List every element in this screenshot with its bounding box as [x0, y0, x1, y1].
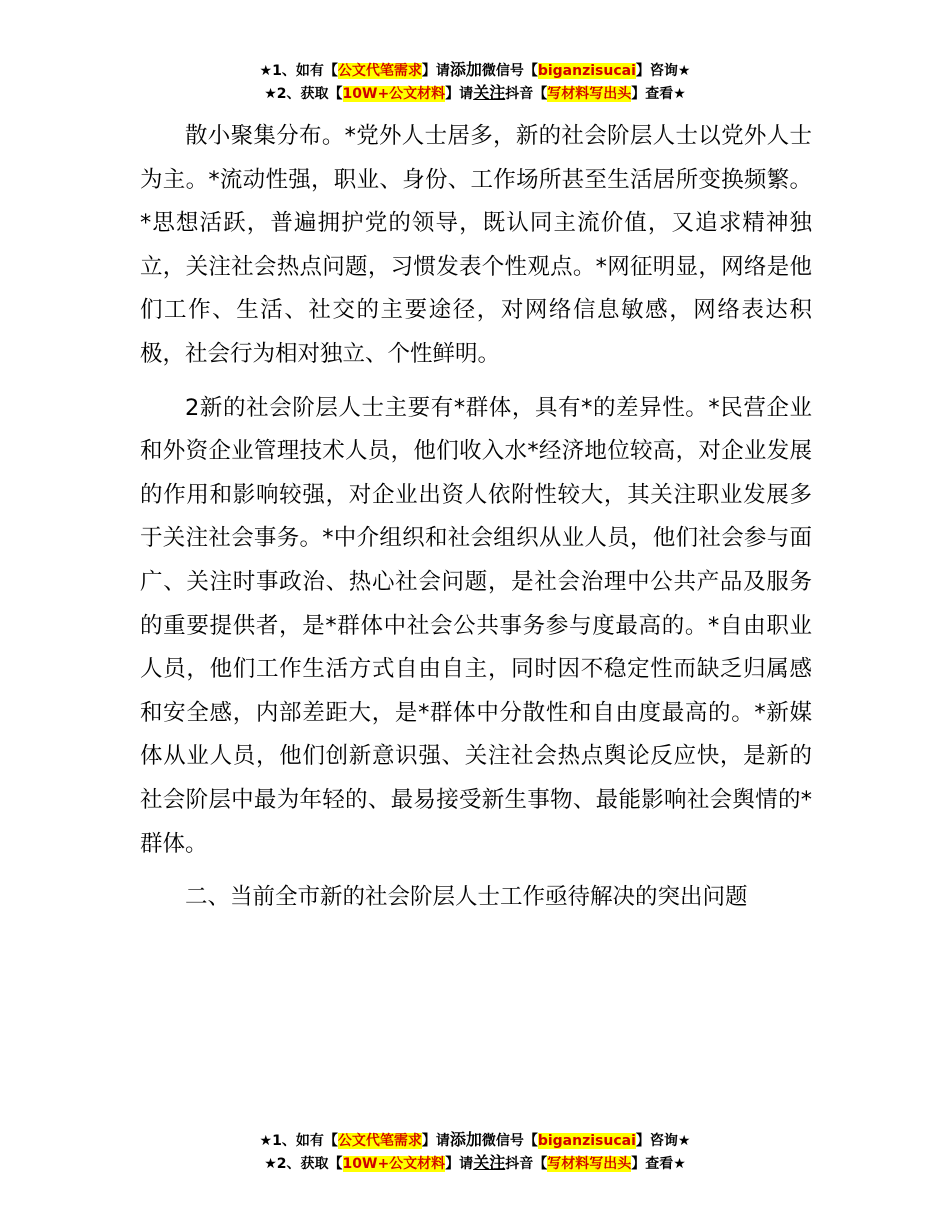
document-body	[140, 115, 812, 920]
banner-text: 】咨询★	[635, 1133, 691, 1149]
emphasis-text: 添加	[449, 1130, 482, 1149]
highlight-text: 10W+公文材料	[342, 86, 446, 102]
footer-banner	[0, 1129, 950, 1175]
paragraph-2: 2新的社会阶层人士主要有*群体，具有*的差异性。*民营企业和外资企业管理技术人员，他们收入水*经济地位较高，对企业发展的作用和影响较强，对企业出资人依附性较大，其关注职业发展多于关注社会事务。*中介组织和社会组织从业人员，他们社会参与面广、关注时事政治、热心社会问题，是社会治理中公共产品及服务的重要提供者，是*群体中社会公共事务参与度最高的。*自由职业人员，他们工作生活方式自由自主，同时因不稳定性而缺乏归属感和安全感，内部差距大，是*群体中分散性和自由度最高的。*新媒体从业人员，他们创新意识强、关注社会热点舆论反应快，是新的社会阶层中最为年轻的、最易接受新生事物、最能影响社会舆情的*群体。	[140, 394, 812, 857]
douyin-account: 写材料写出头	[547, 86, 632, 102]
highlight-text: 公文代笔需求	[337, 1133, 422, 1149]
banner-text: 】请	[445, 1156, 474, 1172]
paragraph-1: 散小聚集分布。*党外人士居多，新的社会阶层人士以党外人士为主。*流动性强，职业、身份、工作场所甚至生活居所变换频繁。*思想活跃，普遍拥护党的领导，既认同主流价值，又追求精神独立，关注社会热点问题，习惯发表个性观点。*网征明显，网络是他们工作、生活、社交的主要途径，对网络信息敏感，网络表达积极，社会行为相对独立、个性鲜明。	[140, 123, 812, 367]
wechat-id: biganzisucai	[537, 1133, 636, 1149]
emphasis-text: 关注	[473, 1153, 506, 1172]
douyin-account: 写材料写出头	[547, 1156, 632, 1172]
emphasis-text: 添加	[449, 60, 482, 79]
emphasis-text: 关注	[473, 83, 506, 102]
banner-text: 抖音【	[505, 86, 548, 102]
banner-text: ★2、获取【	[264, 86, 343, 102]
banner-text: ★2、获取【	[264, 1156, 343, 1172]
banner-line-2	[0, 1152, 950, 1175]
banner-text: 】查看★	[631, 1156, 686, 1172]
banner-line-2	[0, 82, 950, 105]
banner-line-1	[0, 59, 950, 82]
wechat-id: biganzisucai	[537, 63, 636, 79]
banner-line-1	[0, 1129, 950, 1152]
highlight-text: 10W+公文材料	[342, 1156, 446, 1172]
banner-text: ★1、如有【	[259, 63, 338, 79]
banner-text: 】请	[421, 1133, 450, 1149]
section-heading: 二、当前全市新的社会阶层人士工作亟待解决的突出问题	[185, 884, 748, 911]
banner-text: 】查看★	[631, 86, 686, 102]
banner-text: ★1、如有【	[259, 1133, 338, 1149]
highlight-text: 公文代笔需求	[337, 63, 422, 79]
banner-text: 】请	[421, 63, 450, 79]
banner-text: 微信号【	[481, 1133, 538, 1149]
banner-text: 】咨询★	[635, 63, 691, 79]
banner-text: 】请	[445, 86, 474, 102]
header-banner	[0, 59, 950, 105]
banner-text: 微信号【	[481, 63, 538, 79]
banner-text: 抖音【	[505, 1156, 548, 1172]
